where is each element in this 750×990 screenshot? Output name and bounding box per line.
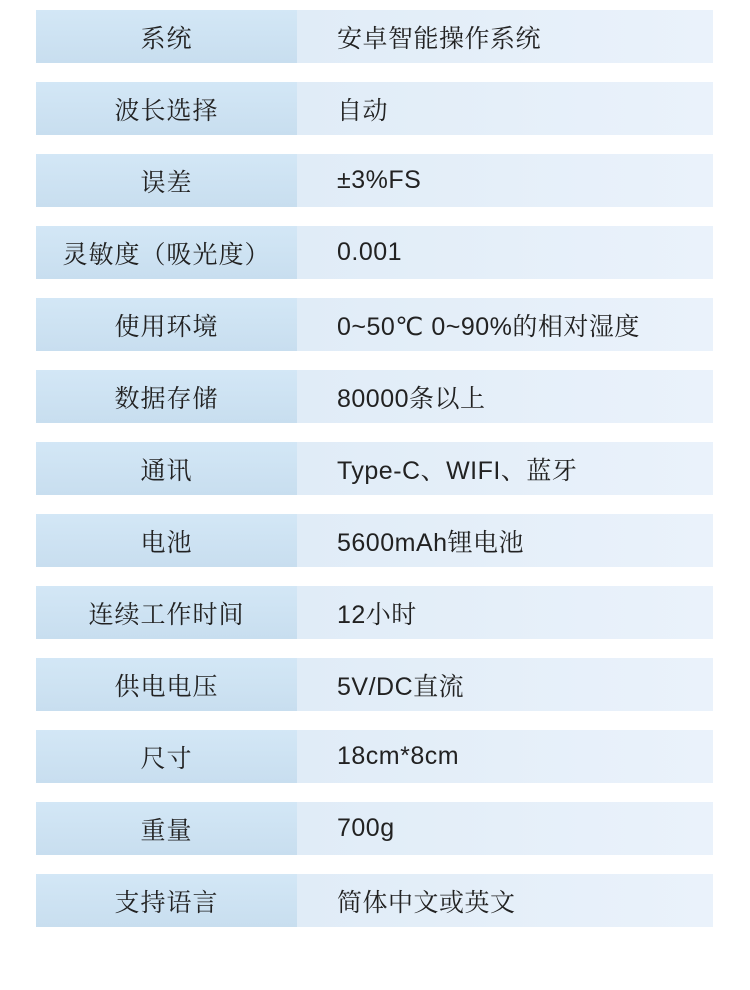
spec-value: 5V/DC直流 xyxy=(297,658,713,711)
spec-value: 简体中文或英文 xyxy=(297,874,713,927)
spec-row xyxy=(36,730,713,783)
spec-row xyxy=(36,298,713,351)
spec-row xyxy=(36,226,713,279)
spec-label: 误差 xyxy=(36,154,297,207)
spec-value: 700g xyxy=(297,802,713,855)
spec-value: 12小时 xyxy=(297,586,713,639)
spec-row xyxy=(36,658,713,711)
spec-value: 18cm*8cm xyxy=(297,730,713,783)
spec-label: 通讯 xyxy=(36,442,297,495)
spec-label: 系统 xyxy=(36,10,297,63)
spec-label: 支持语言 xyxy=(36,874,297,927)
spec-value: ±3%FS xyxy=(297,154,713,207)
spec-table xyxy=(36,10,713,946)
spec-row xyxy=(36,802,713,855)
spec-value: 0~50℃ 0~90%的相对湿度 xyxy=(297,298,713,351)
spec-row xyxy=(36,586,713,639)
spec-label: 使用环境 xyxy=(36,298,297,351)
spec-row xyxy=(36,514,713,567)
spec-value: 0.001 xyxy=(297,226,713,279)
spec-label: 连续工作时间 xyxy=(36,586,297,639)
spec-value: 80000条以上 xyxy=(297,370,713,423)
spec-value: 安卓智能操作系统 xyxy=(297,10,713,63)
spec-row xyxy=(36,874,713,927)
spec-label: 供电电压 xyxy=(36,658,297,711)
spec-label: 数据存储 xyxy=(36,370,297,423)
spec-row xyxy=(36,10,713,63)
spec-row xyxy=(36,154,713,207)
spec-value: Type-C、WIFI、蓝牙 xyxy=(297,442,713,495)
spec-value: 自动 xyxy=(297,82,713,135)
spec-label: 尺寸 xyxy=(36,730,297,783)
spec-label: 波长选择 xyxy=(36,82,297,135)
spec-row xyxy=(36,370,713,423)
spec-label: 电池 xyxy=(36,514,297,567)
spec-row xyxy=(36,82,713,135)
spec-label: 灵敏度（吸光度） xyxy=(36,226,297,279)
spec-row xyxy=(36,442,713,495)
spec-label: 重量 xyxy=(36,802,297,855)
spec-value: 5600mAh锂电池 xyxy=(297,514,713,567)
